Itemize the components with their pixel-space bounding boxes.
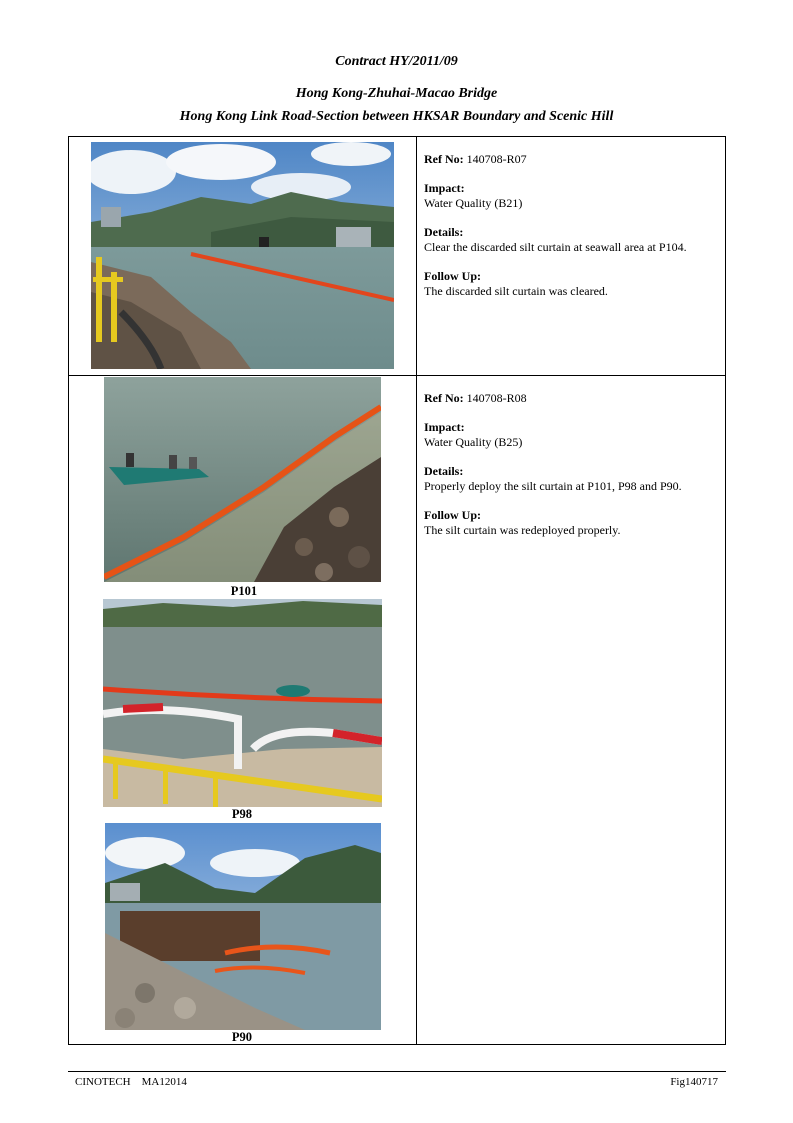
- impact-label: Impact:: [424, 181, 465, 195]
- ref-label: Ref No:: [424, 391, 464, 405]
- record-r08-details: [424, 391, 724, 552]
- project-title: Hong Kong-Zhuhai-Macao Bridge: [295, 86, 498, 101]
- impact-label: Impact:: [424, 420, 465, 434]
- photo-p104-seawall: [91, 142, 394, 369]
- details-value: Properly deploy the silt curtain at P101, P98 and P90.: [424, 479, 682, 493]
- impact-value: Water Quality (B21): [424, 196, 523, 210]
- ref-label: Ref No:: [424, 152, 464, 166]
- photo-p98: [103, 599, 382, 807]
- contract-title: Contract HY/2011/09: [335, 54, 458, 69]
- ref-value: 140708-R08: [466, 391, 527, 405]
- followup-label: Follow Up:: [424, 269, 481, 283]
- details-label: Details:: [424, 464, 464, 478]
- caption-p98: P98: [231, 807, 253, 821]
- caption-p101: P101: [230, 584, 258, 598]
- record-r07-details: [424, 152, 724, 313]
- followup-value: The silt curtain was redeployed properly.: [424, 523, 621, 537]
- row-divider: [69, 375, 725, 376]
- footer-left: CINOTECH MA12014: [75, 1076, 187, 1088]
- records-table: [68, 136, 726, 1045]
- details-label: Details:: [424, 225, 464, 239]
- caption-p90: P90: [231, 1030, 253, 1044]
- ref-value: 140708-R07: [466, 152, 527, 166]
- details-value: Clear the discarded silt curtain at seawall area at P104.: [424, 240, 687, 254]
- photo-p90: [105, 823, 381, 1030]
- column-divider: [416, 137, 417, 1044]
- followup-value: The discarded silt curtain was cleared.: [424, 284, 608, 298]
- photo-p101: [104, 377, 381, 582]
- footer-divider: [68, 1071, 726, 1072]
- impact-value: Water Quality (B25): [424, 435, 523, 449]
- followup-label: Follow Up:: [424, 508, 481, 522]
- section-title: Hong Kong Link Road-Section between HKSAR Boundary and Scenic Hill: [179, 109, 614, 124]
- footer-right: Fig140717: [670, 1076, 718, 1088]
